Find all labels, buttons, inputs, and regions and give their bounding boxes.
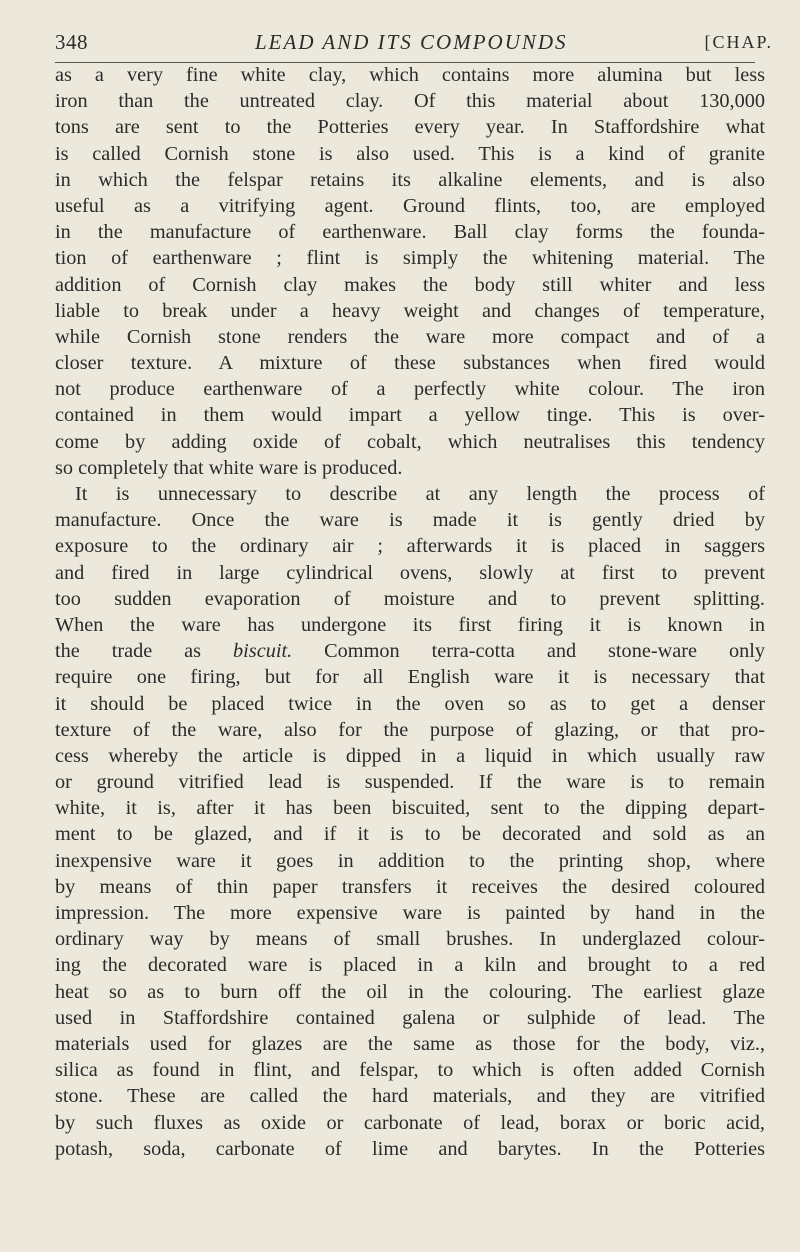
text-line: it should be placed twice in the oven so as to get a denser: [55, 692, 765, 715]
text-line: materials used for glazes are the same as those for the body, viz.,: [55, 1032, 765, 1055]
text-line: useful as a vitrifying agent. Ground flints, too, are employed: [55, 194, 765, 217]
italic-term: biscuit.: [233, 640, 293, 663]
running-head: [55, 30, 785, 66]
text-line: so completely that white ware is produced.: [55, 456, 403, 479]
text-line: by such fluxes as oxide or carbonate of lead, borax or boric acid,: [55, 1111, 765, 1134]
text-line: tons are sent to the Potteries every year. In Staffordshire what: [55, 116, 765, 139]
text-line: texture of the ware, also for the purpose of glazing, or that pro-: [55, 718, 765, 741]
text-line: It is unnecessary to describe at any length the process of: [75, 483, 765, 505]
text-line: in which the felspar retains its alkaline elements, and is also: [55, 168, 765, 191]
text-line: heat so as to burn off the oil in the colouring. The earliest glaze: [55, 980, 765, 1003]
text-line: or ground vitrified lead is suspended. If the ware is to remain: [55, 771, 765, 794]
body-text: [55, 62, 765, 1162]
text-line: ment to be glazed, and if it is to be decorated and sold as an: [55, 823, 765, 846]
text-line: is called Cornish stone is also used. This is a kind of granite: [55, 142, 765, 165]
text-line: in the manufacture of earthenware. Ball clay forms the founda-: [55, 221, 765, 244]
chapter-label: [CHAP.: [704, 32, 773, 52]
text-line: silica as found in flint, and felspar, to which is often added Cornish: [55, 1059, 765, 1082]
text-line: inexpensive ware it goes in addition to the printing shop, where: [55, 849, 765, 872]
text-line: by means of thin paper transfers it receives the desired coloured: [55, 875, 765, 898]
text-line: impression. The more expensive ware is painted by hand in the: [55, 902, 765, 924]
text-line: the trade as biscuit. Common terra-cotta and stone-ware only: [55, 640, 765, 663]
text-line: exposure to the ordinary air ; afterwards it is placed in saggers: [55, 535, 765, 558]
text-line: ing the decorated ware is placed in a kiln and brought to a red: [55, 954, 765, 977]
text-line: come by adding oxide of cobalt, which neutralises this tendency: [55, 430, 765, 453]
text-line: addition of Cornish clay makes the body still whiter and less: [55, 273, 765, 296]
text-line: white, it is, after it has been biscuited, sent to the dipping depart-: [55, 797, 765, 820]
text-line: ordinary way by means of small brushes. In underglazed colour-: [55, 928, 765, 951]
running-title: LEAD AND ITS COMPOUNDS: [255, 30, 568, 54]
text-line: liable to break under a heavy weight and changes of temperature,: [55, 299, 765, 322]
text-line: require one firing, but for all English ware it is necessary that: [55, 666, 765, 689]
text-line: closer texture. A mixture of these substances when fired would: [55, 352, 765, 375]
text-line: iron than the untreated clay. Of this material about 130,000: [55, 90, 765, 113]
page-number: 348: [55, 30, 88, 54]
text-line: cess whereby the article is dipped in a liquid in which usually raw: [55, 744, 765, 767]
text-line: manufacture. Once the ware is made it is gently dried by: [55, 509, 765, 532]
text-line: as a very fine white clay, which contains more alumina but less: [55, 64, 765, 86]
text-line: When the ware has undergone its first firing it is known in: [55, 613, 765, 636]
text-line: not produce earthenware of a perfectly white colour. The iron: [55, 378, 765, 401]
text-line: while Cornish stone renders the ware more compact and of a: [55, 325, 765, 348]
text-line: used in Staffordshire contained galena or sulphide of lead. The: [55, 1006, 765, 1029]
text-line: stone. These are called the hard materials, and they are vitrified: [55, 1085, 765, 1108]
text-line: too sudden evaporation of moisture and to prevent splitting.: [55, 587, 765, 610]
text-line: tion of earthenware ; flint is simply the whitening material. The: [55, 247, 765, 270]
text-line: potash, soda, carbonate of lime and barytes. In the Potteries: [55, 1137, 765, 1160]
text-line: and fired in large cylindrical ovens, slowly at first to prevent: [55, 561, 765, 584]
text-line: contained in them would impart a yellow tinge. This is over-: [55, 404, 765, 427]
